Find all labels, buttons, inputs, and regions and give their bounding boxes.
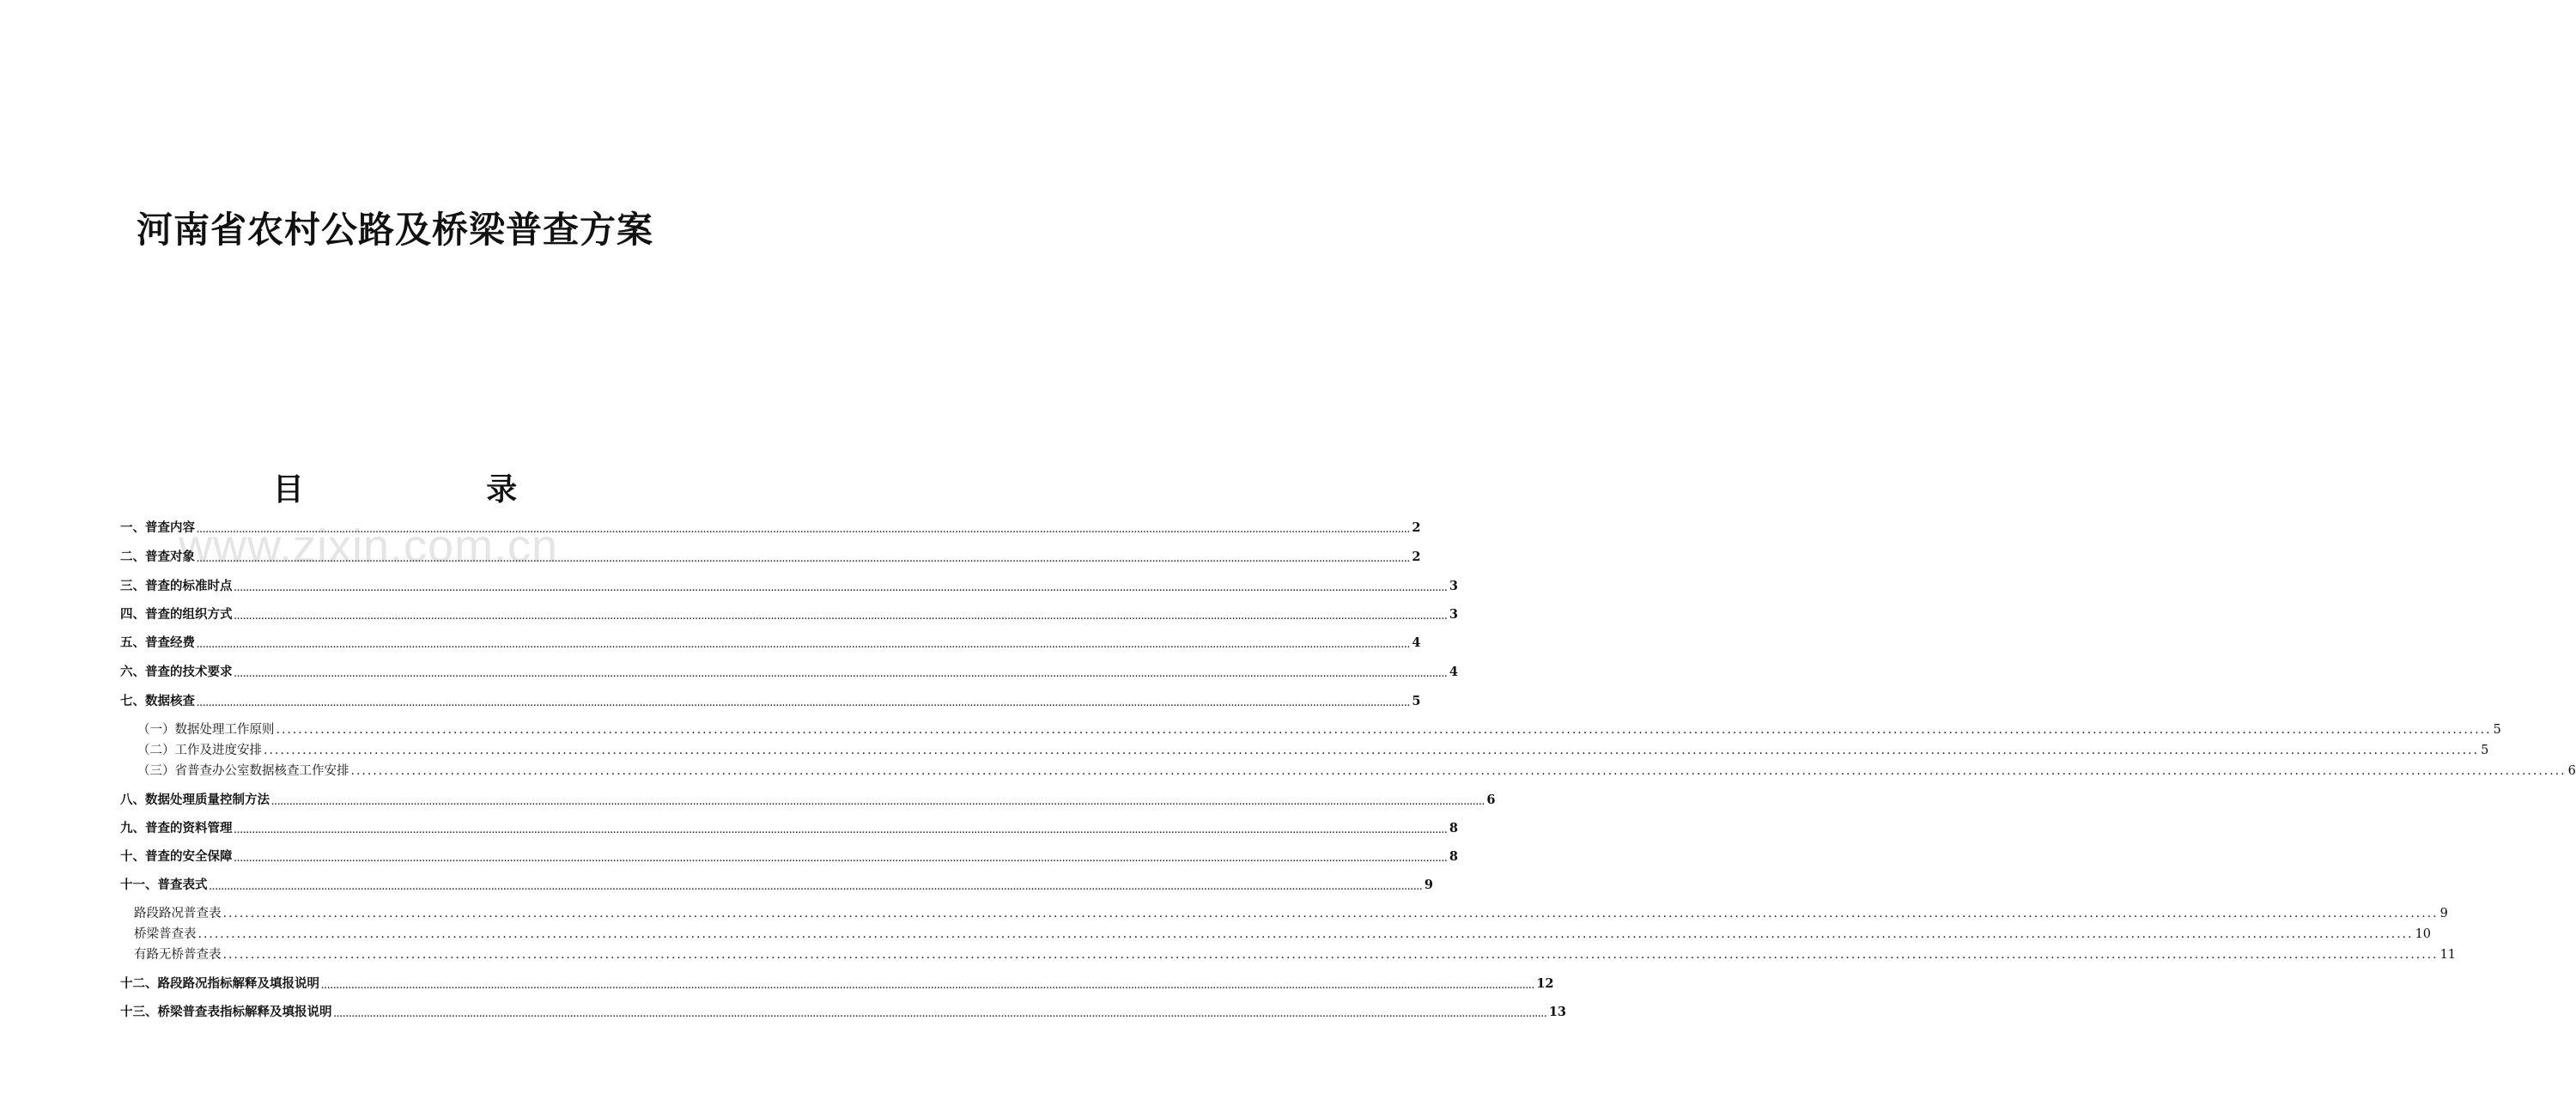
toc-entry-page: 3 — [1449, 579, 1458, 593]
toc-entry-page: 5 — [2493, 723, 2501, 737]
toc-entry-label: （一）数据处理工作原则 — [137, 723, 275, 737]
toc-entry-label: 八、数据处理质量控制方法 — [120, 793, 270, 807]
toc-leader-dots: ................................................................................................................................................................................................................................................................................................................................................................................................................ — [350, 764, 2567, 778]
toc-entry[interactable] — [120, 875, 1433, 894]
toc-entry-page: 11 — [2439, 948, 2457, 962]
toc-subentry[interactable] — [137, 720, 2501, 738]
toc-entry-label: 二、普查对象 — [120, 550, 195, 564]
toc-entry-page: 8 — [1449, 821, 1458, 835]
toc-leader-dots: ................................................................................................................................................................................................................................................................................................................................................................................................................ — [234, 585, 1448, 593]
toc-leader-dots: ................................................................................................................................................................................................................................................................................................................................................................................................................ — [234, 827, 1448, 835]
toc-entry-label: 路段路况普查表 — [134, 907, 222, 921]
document-title: 河南省农村公路及桥梁普查方案 — [136, 209, 653, 251]
toc-entry[interactable] — [120, 576, 1458, 595]
toc-leader-dots: ................................................................................................................................................................................................................................................................................................................................................................................................................ — [197, 526, 1411, 535]
toc-entry-page: 4 — [1412, 635, 1421, 650]
toc-leader-dots: ................................................................................................................................................................................................................................................................................................................................................................................................................ — [234, 855, 1448, 864]
toc-entry[interactable] — [120, 847, 1458, 866]
toc-entry[interactable] — [120, 818, 1458, 837]
toc-subentry[interactable] — [137, 740, 2489, 759]
toc-entry-page: 10 — [2415, 927, 2432, 941]
toc-entry-label: 十三、桥梁普查表指标解释及填报说明 — [120, 1005, 332, 1019]
toc-subentry[interactable] — [134, 945, 2457, 963]
toc-entry-label: 四、普查的组织方式 — [120, 607, 233, 622]
toc-entry-label: 五、普查经费 — [120, 635, 195, 650]
toc-leader-dots: ................................................................................................................................................................................................................................................................................................................................................................................................................ — [197, 700, 1411, 708]
toc-leader-dots: ................................................................................................................................................................................................................................................................................................................................................................................................................ — [276, 723, 2492, 737]
toc-entry-label: 桥梁普查表 — [134, 927, 197, 941]
toc-leader-dots: ................................................................................................................................................................................................................................................................................................................................................................................................................ — [264, 744, 2480, 757]
toc-entry-label: 七、数据核查 — [120, 694, 195, 708]
toc-subentry[interactable] — [137, 761, 2576, 780]
toc-entry[interactable] — [120, 974, 1554, 993]
toc-heading: 目 录 — [272, 471, 604, 507]
toc-leader-dots: ................................................................................................................................................................................................................................................................................................................................................................................................................ — [234, 671, 1448, 679]
toc-entry-page: 5 — [1412, 694, 1421, 708]
toc-entry-label: 一、普查内容 — [120, 520, 195, 535]
toc-entry-label: （二）工作及进度安排 — [137, 744, 262, 757]
toc-leader-dots: ................................................................................................................................................................................................................................................................................................................................................................................................................ — [222, 948, 2439, 962]
toc-entry-page: 5 — [2481, 744, 2489, 757]
toc-entry-page: 9 — [1424, 878, 1433, 892]
toc-entry-page: 9 — [2439, 907, 2448, 921]
toc-entry-label: 有路无桥普查表 — [134, 948, 222, 962]
toc-entry[interactable] — [120, 518, 1421, 537]
toc-entry[interactable] — [120, 691, 1421, 710]
toc-entry[interactable] — [120, 1002, 1567, 1021]
toc-leader-dots: ................................................................................................................................................................................................................................................................................................................................................................................................................ — [197, 556, 1411, 564]
toc-entry-label: 十、普查的安全保障 — [120, 849, 233, 864]
toc-entry-page: 13 — [1548, 1005, 1567, 1019]
toc-entry-page: 8 — [1449, 849, 1458, 864]
toc-entry[interactable] — [120, 605, 1458, 623]
toc-entry[interactable] — [120, 633, 1421, 652]
toc-entry[interactable] — [120, 662, 1458, 681]
toc-entry-page: 6 — [2567, 764, 2576, 778]
toc-leader-dots: ................................................................................................................................................................................................................................................................................................................................................................................................................ — [197, 641, 1411, 650]
toc-leader-dots: ................................................................................................................................................................................................................................................................................................................................................................................................................ — [234, 613, 1448, 622]
toc-leader-dots: ................................................................................................................................................................................................................................................................................................................................................................................................................ — [321, 982, 1535, 991]
toc-leader-dots: ................................................................................................................................................................................................................................................................................................................................................................................................................ — [333, 1011, 1547, 1019]
toc-entry-page: 2 — [1412, 550, 1421, 564]
toc-entry-label: 十二、路段路况指标解释及填报说明 — [120, 976, 319, 991]
toc-entry-page: 2 — [1412, 520, 1421, 535]
toc-entry[interactable] — [120, 790, 1496, 809]
toc-subentry[interactable] — [134, 903, 2448, 922]
toc-entry-label: 十一、普查表式 — [120, 878, 208, 892]
toc-subentry[interactable] — [134, 924, 2432, 943]
watermark-text: www.zixin.com.cn — [179, 520, 559, 572]
toc-entry[interactable] — [120, 547, 1421, 566]
toc-leader-dots: ................................................................................................................................................................................................................................................................................................................................................................................................................ — [271, 799, 1485, 807]
toc-entry-label: （三）省普查办公室数据核查工作安排 — [137, 764, 349, 778]
toc-leader-dots: ................................................................................................................................................................................................................................................................................................................................................................................................................ — [197, 927, 2414, 941]
toc-entry-label: 三、普查的标准时点 — [120, 579, 233, 593]
toc-entry-page: 6 — [1486, 793, 1496, 807]
toc-entry-label: 九、普查的资料管理 — [120, 821, 233, 835]
toc-entry-label: 六、普查的技术要求 — [120, 665, 233, 679]
toc-entry-page: 3 — [1449, 607, 1458, 622]
toc-entry-page: 4 — [1449, 665, 1458, 679]
toc-entry-page: 12 — [1536, 976, 1554, 991]
toc-leader-dots: ................................................................................................................................................................................................................................................................................................................................................................................................................ — [209, 884, 1423, 892]
toc-leader-dots: ................................................................................................................................................................................................................................................................................................................................................................................................................ — [222, 907, 2439, 921]
